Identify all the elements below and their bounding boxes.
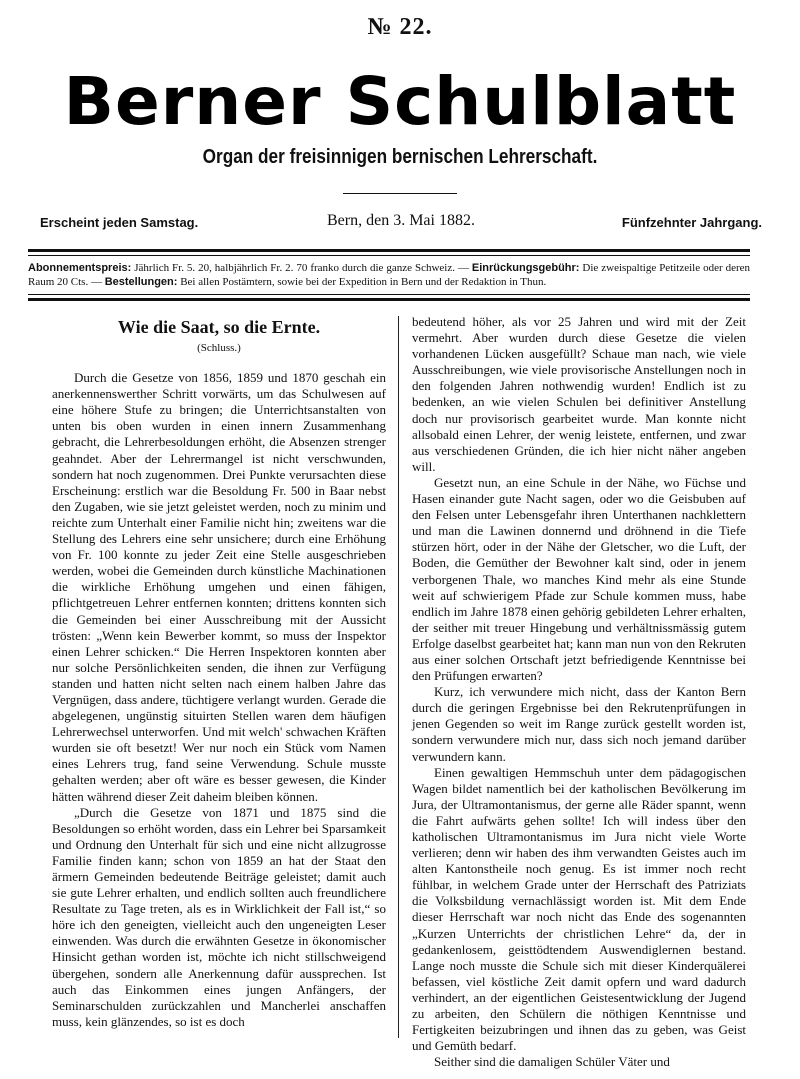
- subscription-rule-thick: [28, 298, 750, 301]
- dateline: [40, 212, 762, 234]
- orders-label: Bestellungen:: [104, 276, 178, 288]
- paragraph: „Durch die Gesetze von 1871 und 1875 sind die Besoldungen so erhöht worden, dass ein Lehrer bei Sparsamkeit und Ordnung den Unterhalt für sich und eine nicht allzugrosse Familie finden kann; schon von 1859 an hat der Staat den ärmern Gemeinden bedeutende Beiträge geleistet; damit auch sie gute Lehrer erhalten, und endlich sollten auch freundlichere Resultate zu Tage treten, als es in Wirklichkeit der Fall ist,“ so höre ich den geneigten, vielleicht auch den ungeneigten Leser einwenden. Was durch die erwähnten Gesetze in ökonomischer Hinsicht gethan worden ist, möchte ich nicht stillschweigend übergehen, sondern alle Anerkennung dafür aussprechen. Ist auch das Einkommen eines jungen Anfängers, der Seminarschulden zurückzahlen und Mancherlei anschaffen muss, kein glänzendes, so ist es doch: [52, 804, 386, 1029]
- price-text: Jährlich Fr. 5. 20, halbjährlich Fr. 2. 70 franko durch die ganze Schweiz. —: [131, 262, 472, 274]
- column-divider: [398, 316, 399, 1038]
- subscription-info: [28, 261, 750, 289]
- newspaper-subtitle: Organ der freisinnigen bernischen Lehrerschaft.: [202, 146, 598, 168]
- masthead-divider: [343, 193, 457, 194]
- article-title: Wie die Saat, so die Ernte.: [117, 317, 321, 337]
- paragraph: Seither sind die damaligen Schüler Väter und: [434, 1054, 670, 1070]
- subscription-rule-thin: [28, 294, 750, 295]
- price-label: Abonnementspreis:: [28, 262, 132, 274]
- article-note: (Schluss.): [197, 342, 241, 354]
- place-and-date: Bern, den 3. Mai 1882.: [327, 212, 475, 229]
- orders-text: Bei allen Postämtern, sowie bei der Expedition in Bern und der Redaktion in Thun.: [177, 276, 547, 288]
- paragraph: Einen gewaltigen Hemmschuh unter dem pädagogischen Wagen bildet namentlich bei der katholischen Bevölkerung im Jura, der Ultramontanismus, der gerne alle Räder spannt, wenn die Fahrt aufwärts gehen sollte! Ich will indess über den katholischen Ultramontanismus im Jura nicht viele Worte verlieren; denn wir haben des ihm verwandten Geistes auch im alten Kantonstheile noch genug. Es ist immer noch recht fühlbar, in welchem Grade unter der Herrschaft des Patriziats die Volksbildung vernachlässigt worden ist. Mit dem Ende dieser Herrschaft war noch nicht das Ende des sogenannten „Kurzen Unterrichts der christlichen Lehre“ da, der in gedankenlosem, geisttödtendem Auswendiglernen bestand. Lange noch musste die Schule sich mit dieser Kinderquälerei befassen, viel köstliche Zeit damit opfern und ward dadurch verhindert, an der eigentlichen Geistesentwicklung der Jugend zu arbeiten, den Schülern die nöthigen Kenntnisse und Fertigkeiten beizubringen und ihnen das zu geben, was Geist und Gemüth bedarf.: [412, 764, 746, 1054]
- header-rule-thick: [28, 249, 750, 252]
- paragraph: Durch die Gesetze von 1856, 1859 und 1870 geschah ein anerkennenswerther Schritt vorwärts, um das Schulwesen auf eine höhere Stufe zu bringen; die Unterrichtsanstalten von unten bis oben wurden in einen innern Zusammenhang gebracht, die Lehrerbesoldungen erhöht, die Absenzen strenger geahndet. Aber der Lehrermangel ist nicht verschwunden, sondern hat noch zugenommen. Drei Punkte verursachten diese Erscheinung: erstlich war die Besoldung Fr. 500 in Baar nebst den Zugaben, wie sie jetzt geleistet werden, noch zu minim und reichte zum Unterhalt einer Familie nicht hin; zweitens war die Stellung des Lehrers eine sehr unsichere; durch eine Erhöhung von Fr. 100 konnte zu jeder Zeit eine Stelle ausgeschrieben werden, wobei die Gemeinden durch künstliche Machinationen die wirkliche Erhöhung umgehen und einen fähigen, pflichtgetreuen Lehrer entfernen konnten; drittens konnten sich die Gemeinden bei einer Ausschreibung mit der Aussicht trösten: „Wenn kein Bewerber kommt, so muss der Inspektor einen Lehrer schicken.“ Die Herren Inspektoren konnten aber nur solche Persönlichkeiten senden, die ihnen zur Verfügung standen und hatten nicht selten nach einem halben Jahre das Vergnügen, dass andere, tüchtigere verlangt wurden. Gerade die abgelegenen, ungünstig situirten Stellen waren dem häufigen Lehrerwechsel unterworfen. Und mit welch' schwachen Kräften wurden sie oft besetzt! Wer nur noch ein Stück vom Namen eines Lehrers trug, fand seine Verwendung. Schule musste gehalten werden; aber oft wäre es besser gewesen, die Kinder hätten während dieser Zeit daheim bleiben können.: [52, 370, 386, 804]
- insertion-text: Die zweispaltige Petitzeile oder deren Raum 20 Cts. —: [28, 262, 750, 288]
- issue-number: № 22.: [367, 14, 433, 40]
- left-column: [52, 316, 386, 1030]
- insertion-label: Einrückungsgebühr:: [471, 262, 580, 274]
- publication-schedule: Erscheint jeden Samstag.: [40, 215, 199, 230]
- paragraph: Gesetzt nun, an eine Schule in der Nähe, wo Füchse und Hasen einander gute Nacht sagen, oder wo die Geisbuben auf den Felsen unter Lebensgefahr ihren Unterthanen nachklettern und man die Lawinen donnernd und dröhnend in die Tiefe stürzen hört, oder in der Nähe der Gletscher, wo die Luft, der Boden, die Gemüther der Bewohner kalt sind, oder in jenem verborgenen Thale, wo manches Kind mehr als eine Stunde weit auf schwierigem Pfade zur Schule kommen muss, habe endlich im Jahre 1878 einen gehörig gebildeten Lehrer erhalten, der seither mit treuer Hingebung und verhältnissmässig gutem Erfolge daselbst gearbeitet hat; kann man nun von den Rekruten aus einer solchen Ortschaft jetzt befriedigende Kenntnisse bei den Prüfungen erwarten?: [412, 474, 746, 684]
- header-rule-thin: [28, 255, 750, 256]
- right-column: [412, 314, 746, 1070]
- paragraph: bedeutend höher, als vor 25 Jahren und wird mit der Zeit vermehrt. Aber wurden durch diese Gesetze die vielen vorhandenen Lücken ausgefüllt? Schaue man nach, wie viele Ausschreibungen, wie viele provisorische Anstellungen noch in den folgenden Jahren nothwendig wurden! Endlich ist zu bedenken, an wie vielen Schulen bei definitiver Anstellung doch nur provisorisch gearbeitet wurde. Man konnte nicht allsobald einen Lehrer, der wenig leistete, entfernen, und zwar aus verschiedenen Gründen, die ich hier nicht näher angeben will.: [412, 314, 746, 474]
- volume: Fünfzehnter Jahrgang.: [621, 215, 762, 230]
- newspaper-title: Berner Schulblatt: [63, 63, 737, 140]
- paragraph: Kurz, ich verwundere mich nicht, dass der Kanton Bern durch die geringen Ergebnisse bei den Rekrutenprüfungen in jenen Gegenden so weit im Range zurück gestellt worden ist, sondern verwundere mich nur, dass sich noch jemand darüber verwundern kann.: [412, 684, 746, 764]
